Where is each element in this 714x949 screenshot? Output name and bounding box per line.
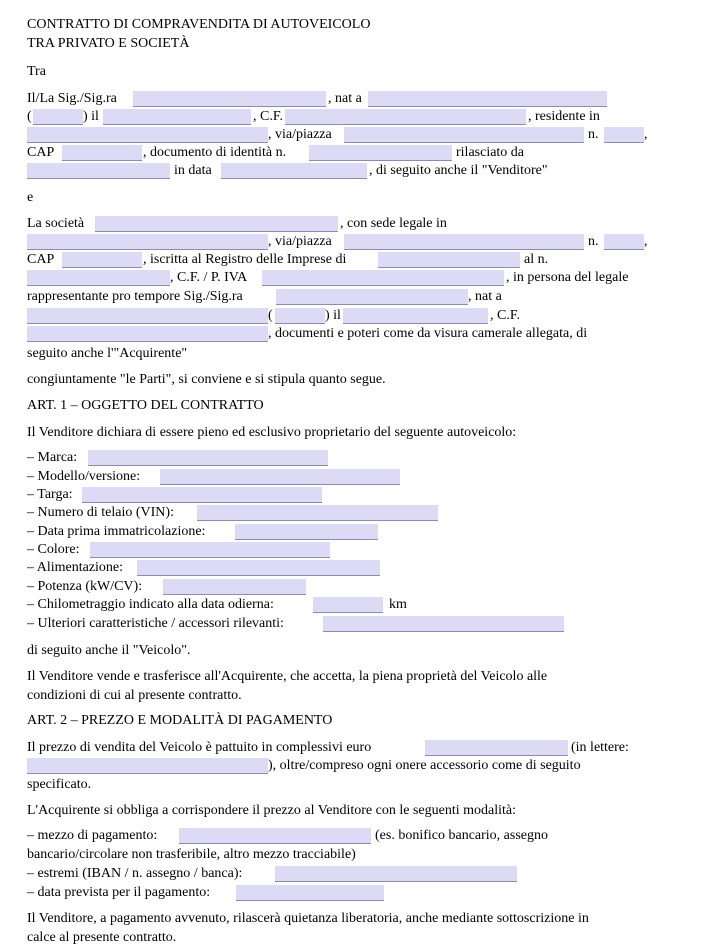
item-vin-label: – Numero di telaio (VIN): xyxy=(27,505,174,520)
mileage-field[interactable] xyxy=(313,597,383,613)
item-registration-date-label: – Data prima immatricolazione: xyxy=(27,524,206,539)
seller-hereinafter: , di seguito anche il "Venditore" xyxy=(369,163,548,178)
price-text-3: specificato. xyxy=(27,777,92,792)
seller-birthdate-label: ) il xyxy=(83,109,99,124)
buyer-hereinafter: seguito anche l'"Acquirente" xyxy=(27,346,188,361)
brand-field[interactable] xyxy=(88,450,328,466)
buyer-rep-province-field[interactable] xyxy=(275,308,325,324)
color-field[interactable] xyxy=(90,542,330,558)
art1-intro: Il Venditore dichiara di essere pieno ed esclusivo proprietario del seguente autoveicolo: xyxy=(27,425,517,440)
seller-id-doc-label: , documento di identità n. xyxy=(143,145,287,160)
buyer-rep-birthplace-field[interactable] xyxy=(27,308,268,324)
payment-method-hint: (es. bonifico bancario, assegno xyxy=(375,828,548,843)
seller-name-label: Il/La Sig./Sig.ra xyxy=(27,91,117,106)
buyer-rep-cf-label: , C.F. xyxy=(490,308,521,323)
seller-issue-date-field[interactable] xyxy=(221,163,367,179)
seller-cap-label: CAP xyxy=(27,145,55,160)
payment-details-label: – estremi (IBAN / n. assegno / banca): xyxy=(27,866,243,881)
seller-street-field[interactable] xyxy=(344,127,584,143)
item-power-label: – Potenza (kW/CV): xyxy=(27,579,143,594)
transfer-text-1: Il Venditore vende e trasferisce all'Acquirente, che accetta, la piena proprietà del Veicolo alle xyxy=(27,669,548,684)
art2-heading: ART. 2 – PREZZO E MODALITÀ DI PAGAMENTO xyxy=(27,713,333,728)
payment-obligation-text: L'Acquirente si obbliga a corrispondere il prezzo al Venditore con le seguenti modalità: xyxy=(27,803,516,818)
price-text: Il prezzo di vendita del Veicolo è pattuito in complessivi euro xyxy=(27,740,372,755)
model-field[interactable] xyxy=(160,469,400,485)
buyer-number-field[interactable] xyxy=(604,234,644,250)
buyer-registry-label: , iscritta al Registro delle Imprese di xyxy=(143,252,347,267)
comma: , xyxy=(644,234,648,249)
congiuntamente-text: congiuntamente "le Parti", si conviene e si stipula quanto segue. xyxy=(27,372,386,387)
buyer-company-label: La società xyxy=(27,216,85,231)
art1-heading: ART. 1 – OGGETTO DEL CONTRATTO xyxy=(27,398,264,413)
buyer-hq-label: , con sede legale in xyxy=(340,216,447,231)
buyer-street-field[interactable] xyxy=(344,234,584,250)
buyer-rep-birthplace-label: , nat a xyxy=(468,289,502,304)
buyer-cap-label: CAP xyxy=(27,252,55,267)
buyer-rep-cf-field[interactable] xyxy=(27,326,268,342)
seller-number-field[interactable] xyxy=(604,127,644,143)
fuel-field[interactable] xyxy=(137,560,380,576)
km-unit: km xyxy=(389,597,407,612)
buyer-vat-label: , C.F. / P. IVA xyxy=(170,270,248,285)
title-line-2: TRA PRIVATO E SOCIETÀ xyxy=(27,36,190,51)
payment-details-field[interactable] xyxy=(275,866,517,882)
item-plate-label: – Targa: xyxy=(27,487,73,502)
buyer-reg-number-field[interactable] xyxy=(27,270,170,286)
power-field[interactable] xyxy=(163,579,306,595)
seller-id-doc-field[interactable] xyxy=(309,145,452,161)
vin-field[interactable] xyxy=(197,505,438,521)
item-fuel-label: – Alimentazione: xyxy=(27,560,124,575)
payment-method-label: – mezzo di pagamento: xyxy=(27,828,158,843)
buyer-powers-text: , documenti e poteri come da visura camerale allegata, di xyxy=(268,326,588,341)
seller-issued-by-field[interactable] xyxy=(27,163,170,179)
transfer-text-2: condizioni di cui al presente contratto. xyxy=(27,688,242,703)
vehicle-hereinafter: di seguito anche il "Veicolo". xyxy=(27,643,191,658)
seller-birthplace-label: , nat a xyxy=(328,91,362,106)
price-words-label: (in lettere: xyxy=(571,740,629,755)
price-field[interactable] xyxy=(425,740,568,756)
seller-name-field[interactable] xyxy=(133,91,326,107)
comma: , xyxy=(644,127,648,142)
buyer-vat-field[interactable] xyxy=(262,270,504,286)
buyer-reg-number-label: al n. xyxy=(524,252,549,267)
item-mileage-label: – Chilometraggio indicato alla data odierna: xyxy=(27,597,274,612)
seller-cf-label: , C.F. xyxy=(253,109,284,124)
item-model-label: – Modello/versione: xyxy=(27,469,141,484)
seller-street-label: , via/piazza xyxy=(268,127,332,142)
receipt-text-1: Il Venditore, a pagamento avvenuto, rilascerà quietanza liberatoria, anche mediante sottoscrizione in xyxy=(27,911,589,926)
item-brand-label: – Marca: xyxy=(27,450,78,465)
receipt-text-2: calce al presente contratto. xyxy=(27,930,177,945)
buyer-rep-birthdate-label: ) il xyxy=(325,308,341,323)
buyer-street-label: , via/piazza xyxy=(268,234,332,249)
accessories-field[interactable] xyxy=(323,616,564,632)
tra-label: Tra xyxy=(27,64,46,79)
buyer-number-label: n. xyxy=(588,234,599,249)
buyer-company-field[interactable] xyxy=(95,216,338,232)
payment-method-field[interactable] xyxy=(179,828,371,844)
buyer-representative-text: , in persona del legale xyxy=(506,270,629,285)
price-words-field[interactable] xyxy=(27,758,268,774)
item-color-label: – Colore: xyxy=(27,542,80,557)
seller-issue-date-label: in data xyxy=(174,163,212,178)
title-line-1: CONTRATTO DI COMPRAVENDITA DI AUTOVEICOLO xyxy=(27,17,371,32)
seller-birthplace-field[interactable] xyxy=(368,91,607,107)
buyer-rep-label: rappresentante pro tempore Sig./Sig.ra xyxy=(27,289,243,304)
buyer-registry-field[interactable] xyxy=(378,252,520,268)
payment-method-hint-2: bancario/circolare non trasferibile, altro mezzo tracciabile) xyxy=(27,847,356,862)
payment-date-field[interactable] xyxy=(236,885,384,901)
buyer-rep-field[interactable] xyxy=(276,289,468,305)
seller-residence-label: , residente in xyxy=(528,109,600,124)
price-text-2: ), oltre/compreso ogni onere accessorio come di seguito xyxy=(268,758,581,773)
buyer-cap-field[interactable] xyxy=(62,252,142,268)
seller-residence-field[interactable] xyxy=(27,127,268,143)
plate-field[interactable] xyxy=(82,487,322,503)
payment-date-label: – data prevista per il pagamento: xyxy=(27,885,211,900)
e-label: e xyxy=(27,190,34,205)
buyer-hq-field[interactable] xyxy=(27,234,268,250)
paren-open: ( xyxy=(27,109,32,124)
seller-cf-field[interactable] xyxy=(285,109,526,125)
registration-date-field[interactable] xyxy=(235,524,378,540)
seller-number-label: n. xyxy=(588,127,599,142)
paren-open: ( xyxy=(268,308,273,323)
seller-cap-field[interactable] xyxy=(62,145,142,161)
seller-issued-by-label: rilasciato da xyxy=(456,145,525,160)
item-accessories-label: – Ulteriori caratteristiche / accessori rilevanti: xyxy=(27,616,284,631)
buyer-rep-birthdate-field[interactable] xyxy=(343,308,488,324)
seller-birthdate-field[interactable] xyxy=(103,109,251,125)
seller-province-field[interactable] xyxy=(33,109,83,125)
